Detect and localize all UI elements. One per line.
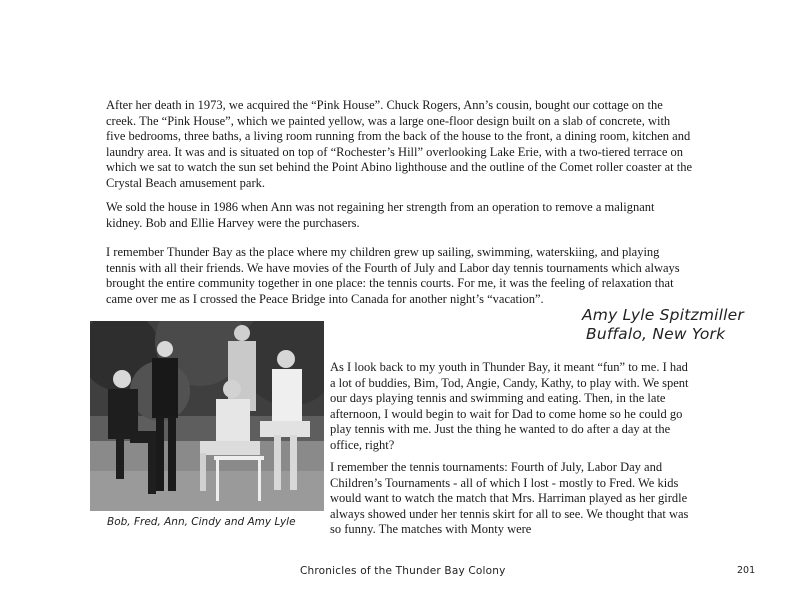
signature-name: Amy Lyle Spitzmiller (582, 306, 744, 324)
paragraph-pink-house: After her death in 1973, we acquired the “Pink House”. Chuck Rogers, Ann’s cousin, bought our cottage on the creek. The “Pink House”, which we painted yellow, was a large one-floor design built on a slab of concrete, with five bedrooms, three baths, a living room running from the back of the house to the front, a dining room, kitchen and laundry area. It was and is situated on top of “Rochester’s Hill” overlooking Lake Erie, with a two-tiered terrace on which we sat to watch the sun set behind the Point Abino lighthouse and the outline of the Comet roller coaster at the Crystal Beach amusement park. (106, 98, 692, 190)
paragraph-thunder-bay-memories: I remember Thunder Bay as the place where my children grew up sailing, swimming, waterskiing, and playing tennis with all their friends. We have movies of the Fourth of July and Labor day tennis tournaments which always brought the entire community together in one place: the tennis courts. For me, it was the feeling of relaxation that came over me as I crossed the Peace Bridge into Canada for another night’s “vacation”. (106, 245, 680, 306)
footer-book-title: Chronicles of the Thunder Bay Colony (300, 565, 506, 577)
photo-caption: Bob, Fred, Ann, Cindy and Amy Lyle (107, 516, 296, 528)
paragraph-house-sold: We sold the house in 1986 when Ann was not regaining her strength from an operation to remove a malignant kidney. Bob and Ellie Harvey were the purchasers. (106, 200, 655, 230)
paragraph-youth-memories: As I look back to my youth in Thunder Bay, it meant “fun” to me. I had a lot of buddies, Bim, Tod, Angie, Candy, Kathy, to play with. We spent our days playing tennis and swimming and eating. Then, in the late afternoon, I would begin to wait for Dad to come home so he could go play tennis with me. Just the thing he wanted to do after a day at the office, right? (330, 360, 689, 452)
family-photo (90, 321, 324, 511)
family-photo-image (90, 321, 324, 511)
page-number: 201 (737, 565, 756, 576)
signature-place: Buffalo, New York (586, 325, 726, 343)
paragraph-tennis-tournaments: I remember the tennis tournaments: Fourth of July, Labor Day and Children’s Tournaments - all of which I lost - mostly to Fred. We kids would want to watch the match that Mrs. Harriman played as her girdle always showed under her tennis skirt for all to see. We thought that was so funny. The matches with Monty were (330, 460, 689, 537)
